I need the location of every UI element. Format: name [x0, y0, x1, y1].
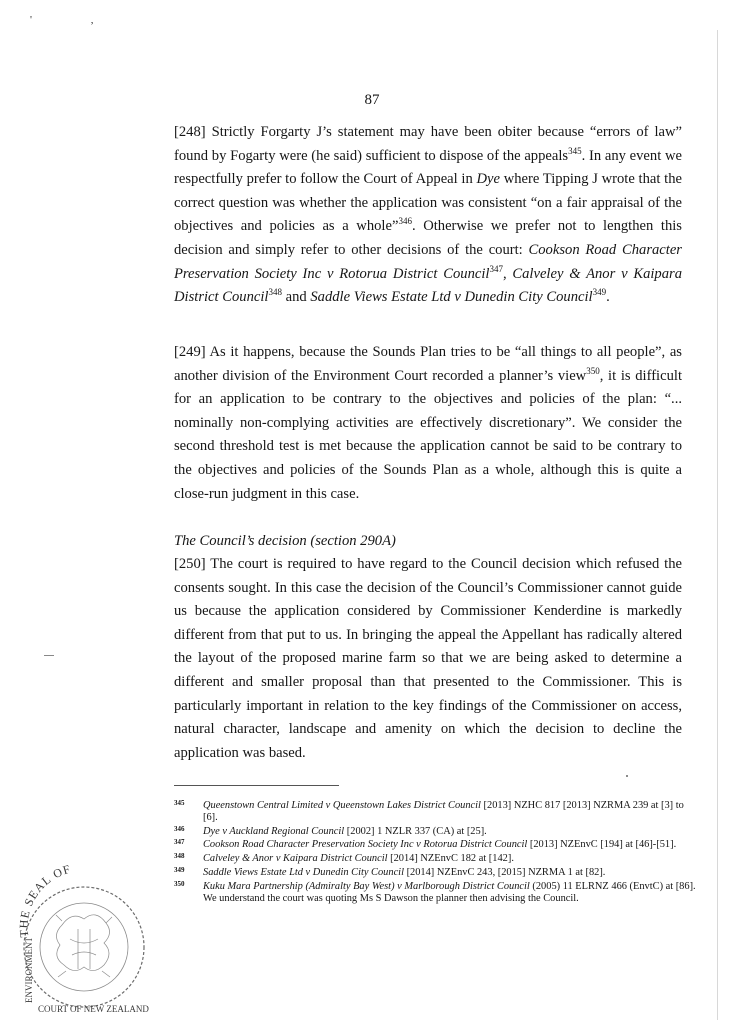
- footnote: 346 Dye v Auckland Regional Council [2002] 1 NZLR 337 (CA) at [25].: [174, 824, 487, 837]
- footnote: 349 Saddle Views Estate Ltd v Dunedin City Council [2014] NZEnvC 243, [2015] NZRMA 1 at [82].: [174, 865, 606, 878]
- case-name: Cookson Road Character Preservation Society Inc v Rotorua District Council: [174, 241, 682, 282]
- court-seal-icon: [12, 855, 152, 1015]
- paragraph-249: [249] As it happens, because the Sounds Plan tries to be “all things to all people”, as another division of the Environment Court recorded a planner’s view$^{350}$, it is difficult for an application to be contrary to the objectives and policies of the plan: “... nominally non-complying activities are effectively discretionary”. We consider the second threshold test is met because the application cannot be said to be contrary to the objectives and policies of the Sounds Plan as a whole, although this is quite a close-run judgment in this case.: [174, 344, 682, 502]
- section-heading: The Council’s decision (section 290A): [174, 533, 396, 549]
- footnote-ref: 349: [592, 287, 607, 298]
- footnote-case: Queenstown Central Limited v Queenstown Lakes District Council: [203, 800, 481, 811]
- seal-text: THE SEAL OF: [16, 861, 73, 938]
- footnote: 350 Kuku Mara Partnership (Admiralty Bay West) v Marlborough District Council (2005) 11 ELRNZ 466 (EnvtC) at [86]. We understand the court was quoting Ms S Dawson the planner then advising the Council.: [174, 879, 696, 904]
- footnote-case: Cookson Road Character Preservation Society Inc v Rotorua District Council: [203, 839, 528, 851]
- scan-margin-mark: [44, 655, 54, 656]
- footnote-case: Kuku Mara Partnership (Admiralty Bay West) v Marlborough District Council: [203, 880, 530, 892]
- footnote-ref: 348: [268, 287, 282, 298]
- seal-text: ENVIRONMENT: [24, 937, 34, 1003]
- case-name: Calveley & Anor v Kaipara District Council: [174, 265, 682, 306]
- scan-speck: [626, 775, 628, 777]
- paragraph-250: [250] The court is required to have regard to the Council decision which refused the consents sought. In this case the decision of the Council’s Commissioner cannot guide us because the application considered by Commissioner Kenderdine is markedly different from that put to us. In bringing the appeal the Appellant has radically altered the layout of the proposed marine farm so that we are being asked to determine a different and smaller proposal than that presented to the Commissioner. This is particularly important in relation to the key findings of the Commissioner on access, natural character, landscape and amenity on which the decision to decline the application was based.: [174, 556, 682, 761]
- footnotes-list: [174, 800, 699, 906]
- footnote-number: 347: [174, 838, 185, 847]
- footnote-number: 348: [174, 852, 185, 861]
- footnote-case: Saddle Views Estate Ltd v Dunedin City Council: [203, 866, 404, 878]
- footnote-number: 350: [174, 879, 185, 888]
- case-name: Dye: [476, 171, 500, 188]
- footnote-number: 349: [174, 865, 185, 874]
- paragraph-248: [248] Strictly Forgarty J’s statement may have been obiter because “errors of law” found by Fogarty were (he said) sufficient to dispose of the appeals$^{345}$. In any event we respectfully prefer to follow the Court of Appeal in Dye where Tipping J wrote that the correct question was whether the application was consistent “on a fair appraisal of the objectives and policies as a whole”$^{346}$. Otherwise we prefer not to lengthen this decision and simply refer to other decisions of the court: Cookson Road Character Preservation Society Inc v Rotorua District Council$^{347}$, Calveley & Anor v Kaipara District Council$^{348}$ and Saddle Views Estate Ltd v Dunedin City Council$^{349}$.: [174, 124, 682, 306]
- seal-text: COURT OF NEW ZEALAND: [38, 1004, 149, 1014]
- footnote-ref: 346: [398, 216, 412, 227]
- page-number: 87: [364, 92, 380, 108]
- footnote: 348 Calveley & Anor v Kaipara District Council [2014] NZEnvC 182 at [142].: [174, 852, 514, 865]
- footnote-ref: 345: [568, 145, 582, 156]
- case-name: Saddle Views Estate Ltd v Dunedin City Council: [310, 289, 593, 306]
- scan-edge-line: [717, 30, 718, 1020]
- footnote-number: 346: [174, 824, 185, 833]
- footnote: 345 Queenstown Central Limited v Queenstown Lakes District Council [2013] NZHC 817 [2013] NZRMA 239 at [3] to [6].: [174, 799, 684, 823]
- scan-corner-marks: ' ,: [30, 14, 122, 26]
- footnote-case: Dye v Auckland Regional Council: [203, 825, 345, 837]
- paragraph-number: [250]: [174, 556, 206, 572]
- footnote: 347 Cookson Road Character Preservation Society Inc v Rotorua District Council [2013] NZEnvC [194] at [46]-[51].: [174, 838, 677, 851]
- footnote-case: Calveley & Anor v Kaipara District Council: [203, 853, 388, 865]
- paragraph-number: [249]: [174, 344, 206, 360]
- footnote-ref: 350: [586, 365, 600, 376]
- paragraph-number: [248]: [174, 124, 206, 140]
- footnote-separator: [174, 785, 339, 786]
- footnote-number: 345: [174, 799, 185, 807]
- svg-text:THE SEAL OF: [17, 862, 73, 938]
- footnote-ref: 347: [489, 263, 503, 274]
